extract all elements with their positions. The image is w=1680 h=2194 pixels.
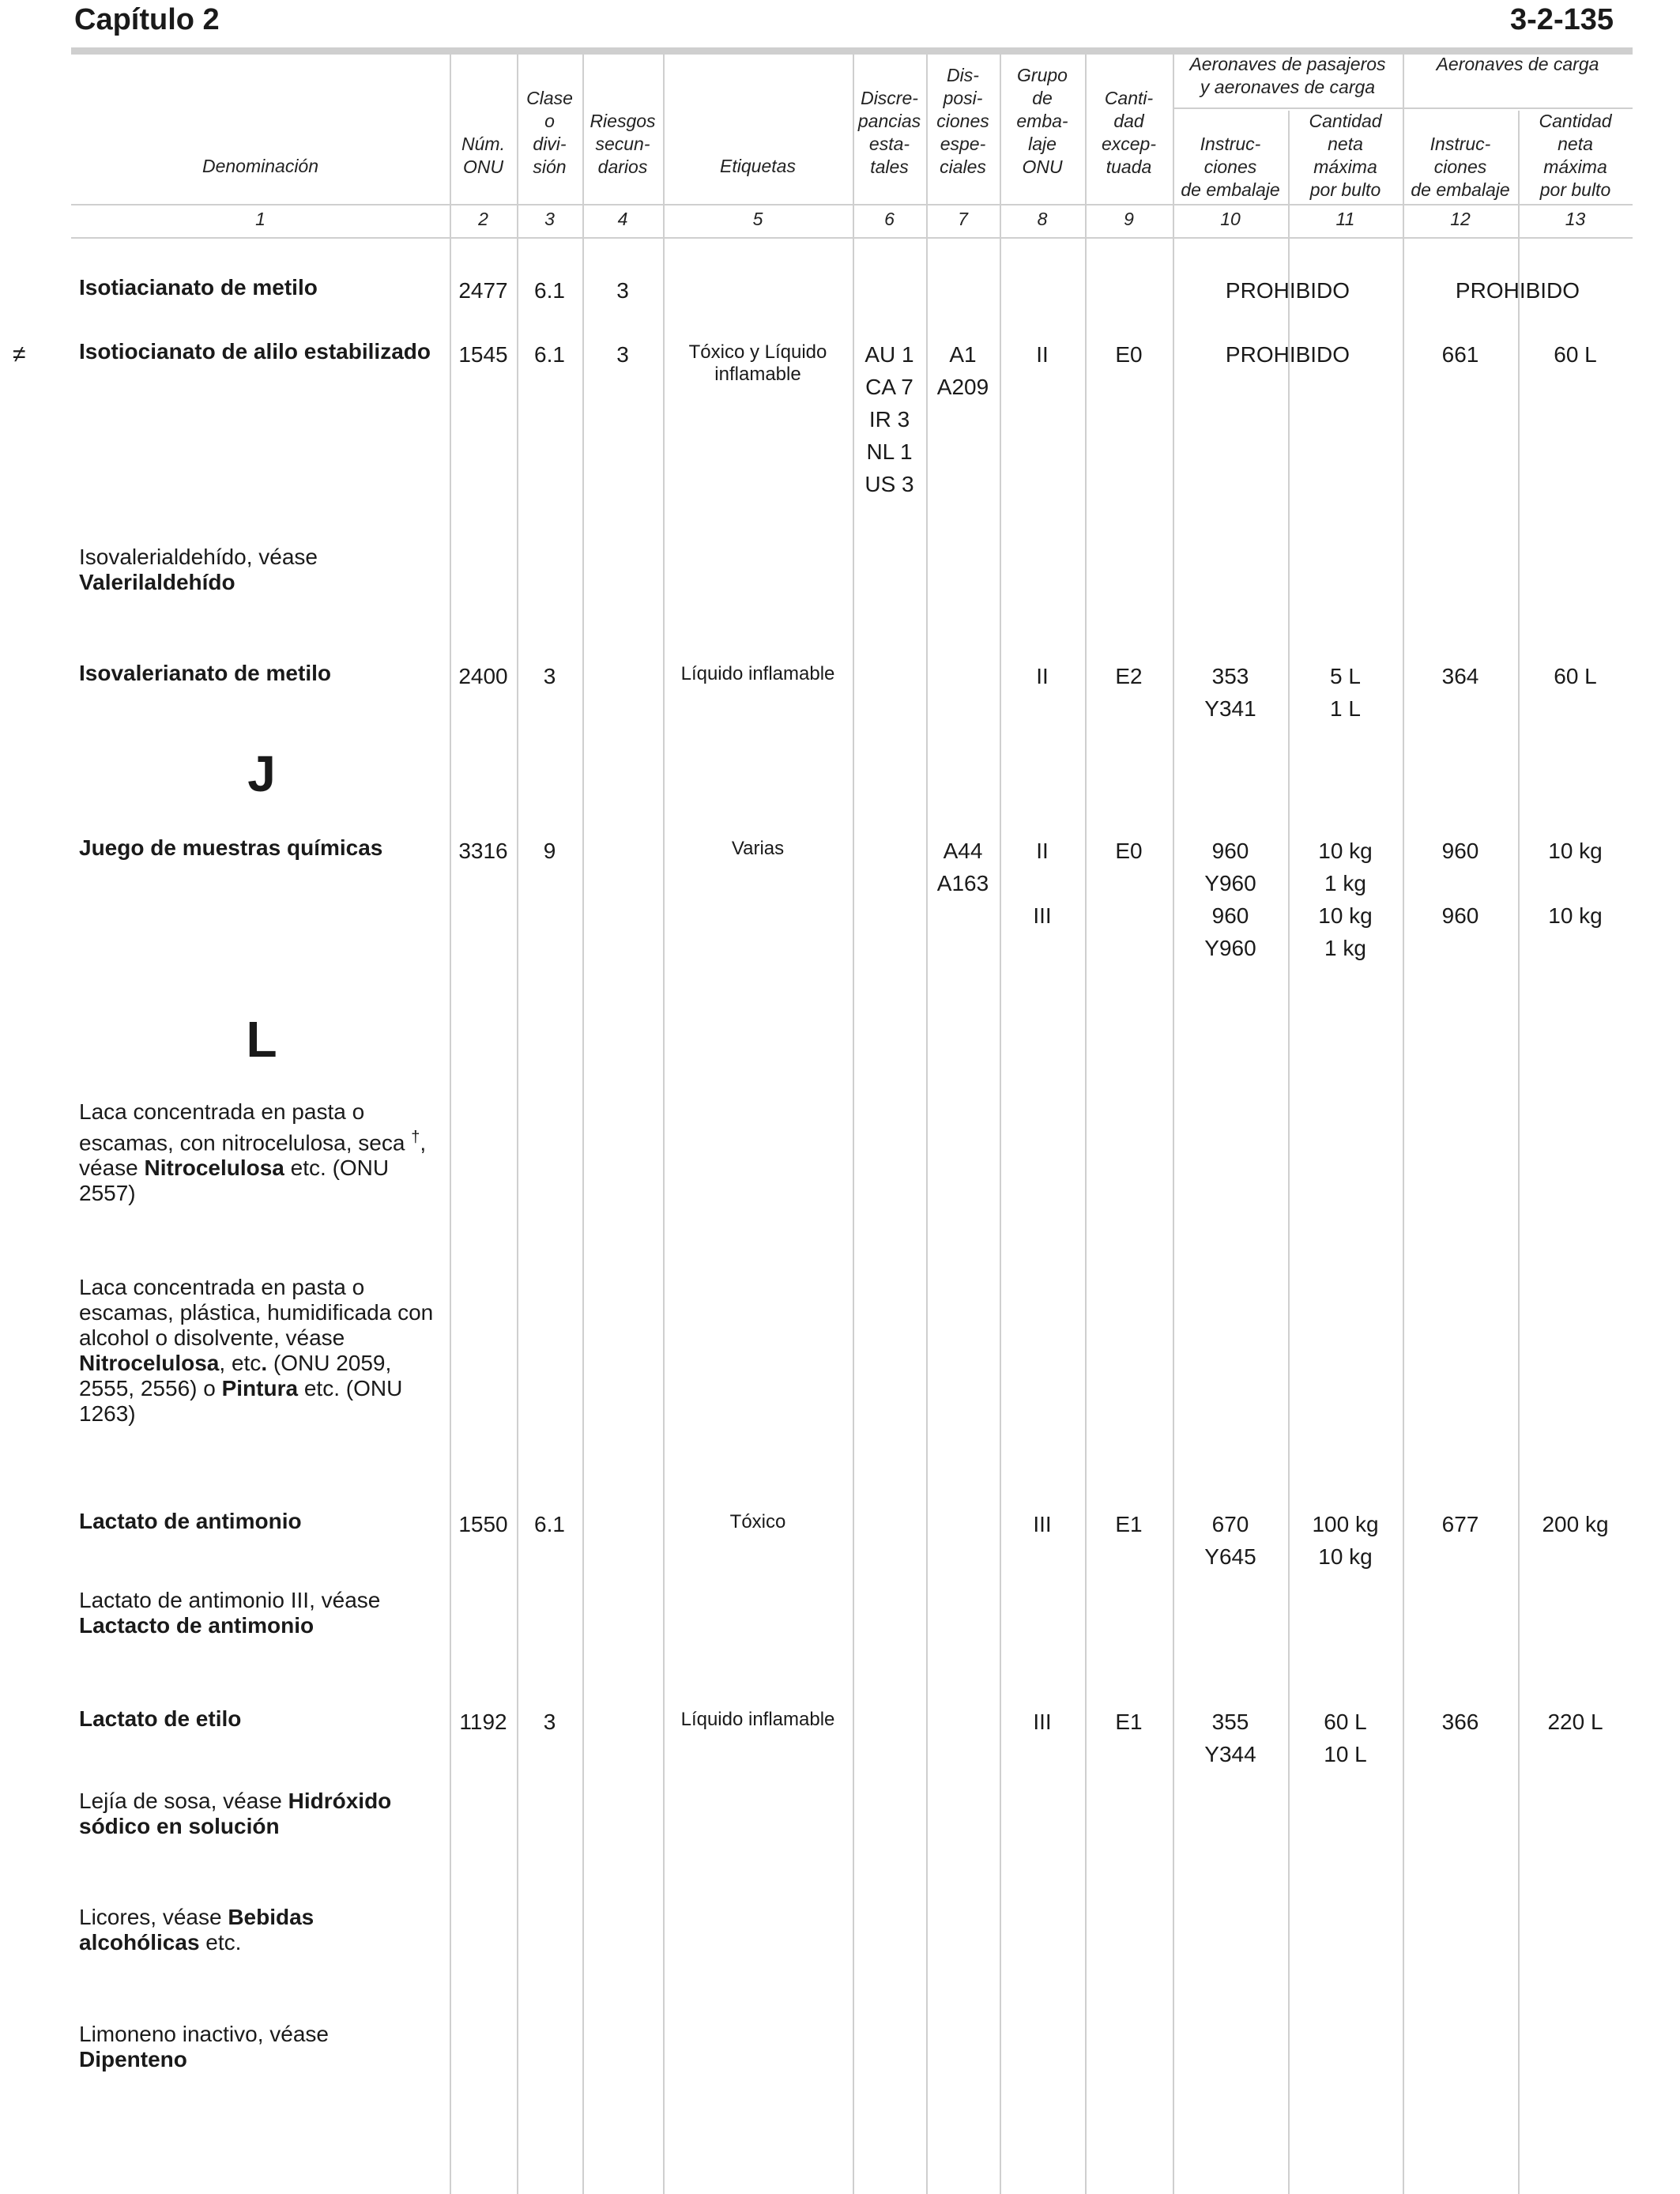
col-divider [1288,111,1290,2194]
cell-cantidad: E1 [1115,1710,1143,1734]
col-header-cantidad-pax: Cantidad neta máxima por bulto [1309,111,1382,200]
cell-cantidad: E1 [1115,1512,1143,1536]
col-number: 5 [752,209,763,229]
cell-pax-instrucciones: 670 Y645 [1204,1512,1256,1569]
col-divider [517,51,518,2194]
entry-name: Licores, véase Bebidas alcohólicas etc. [79,1905,315,1955]
cell-clase: 9 [543,839,556,863]
col-header-num-onu: Núm. ONU [461,134,505,177]
group-divider [1173,107,1633,109]
cell-etiquetas: Tóxico [729,1511,786,1532]
col-header-disposiciones: Dis- posi- ciones espe- ciales [936,65,989,177]
entry-name: Juego de muestras químicas [79,835,383,860]
cell-grupo: II III [1033,839,1052,928]
cell-cargo-cantidad: 10 kg 10 kg [1548,839,1603,928]
col-number: 11 [1335,209,1355,229]
col-number: 9 [1124,209,1134,229]
entry-name: Laca concentrada en pasta o escamas, con nitrocelulosa, seca †, véase Nitrocelulosa etc. (ONU 2557) [79,1099,427,1206]
col-divider [1085,51,1087,2194]
cell-clase: 3 [543,1710,556,1734]
cell-grupo: II [1036,342,1049,367]
cell-cargo-prohibido: PROHIBIDO [1455,278,1580,303]
entry-name: Limoneno inactivo, véase Dipenteno [79,2022,329,2071]
cell-pax-instrucciones: 355 Y344 [1204,1710,1256,1766]
entry-name: Lactato de antimonio [79,1509,302,1533]
col-divider [663,51,665,2194]
cell-grupo: II [1036,664,1049,688]
cell-cantidad: E2 [1115,664,1143,688]
header-bottom-rule [71,204,1633,205]
cell-pax-instrucciones: 960 Y960 960 Y960 [1204,839,1256,960]
cell-cargo-instrucciones: 661 [1441,342,1479,367]
page-number: 3-2-135 [1510,3,1614,36]
cell-cargo-instrucciones: 960 960 [1441,839,1479,928]
col-number: 2 [478,209,488,229]
cell-riesgos: 3 [616,278,629,303]
cell-clase: 3 [543,664,556,688]
cell-clase: 6.1 [534,278,565,303]
cell-etiquetas: Varias [731,838,785,859]
entry-name: Laca concentrada en pasta o escamas, plástica, humidificada con alcohol o disolvente, véase Nitrocelulosa, etc. (ONU 2059, 2555, 2556) o Pintura etc. (ONU 1263) [79,1275,434,1426]
cell-disposiciones: A1 A209 [936,342,989,399]
col-header-cantidad-exceptuada: Canti- dad excep- tuada [1101,88,1157,177]
cell-pax-cantidad: 100 kg 10 kg [1312,1512,1379,1569]
col-header-group-carga: Aeronaves de carga [1436,54,1599,74]
cell-pax-instrucciones: 353 Y341 [1204,664,1256,721]
cell-cargo-instrucciones: 366 [1441,1710,1479,1734]
cell-clase: 6.1 [534,342,565,367]
cell-etiquetas: Tóxico y Líquido inflamable [688,341,827,385]
cell-onu: 3316 [458,839,508,863]
colnum-bottom-rule [71,237,1633,239]
entry-name: Isovalerialdehído, véase Valerilaldehído [79,545,318,594]
col-divider [1000,51,1001,2194]
col-header-group-pasajeros: Aeronaves de pasajeros y aeronaves de carga [1189,54,1386,97]
col-header-clase: Clase o divi- sión [526,88,573,177]
col-divider [582,51,584,2194]
section-letter: J [247,745,276,802]
cell-pax-prohibido: PROHIBIDO [1225,342,1350,367]
col-number: 4 [617,209,628,229]
cell-riesgos: 3 [616,342,629,367]
col-number: 3 [544,209,555,229]
cell-pax-cantidad: 5 L 1 L [1330,664,1361,721]
cell-onu: 1192 [459,1710,507,1734]
cell-onu: 2477 [458,278,508,303]
col-header-denominacion: Denominación [202,156,319,176]
col-header-riesgos: Riesgos secun- darios [590,111,656,177]
col-header-instrucciones-carga: Instruc- ciones de embalaje [1411,134,1510,200]
cell-onu: 2400 [458,664,508,688]
col-number: 13 [1565,209,1586,229]
col-divider [1403,51,1404,2194]
section-letter: L [246,1011,277,1068]
cell-discrepancias: AU 1 CA 7 IR 3 NL 1 US 3 [864,342,914,496]
cell-etiquetas: Líquido inflamable [680,1709,835,1730]
col-number: 8 [1037,209,1048,229]
cell-cargo-cantidad: 220 L [1547,1710,1603,1734]
cell-cargo-instrucciones: 364 [1441,664,1479,688]
cell-etiquetas: Líquido inflamable [680,663,835,684]
cell-cantidad: E0 [1115,839,1143,863]
cell-grupo: III [1033,1710,1052,1734]
cell-pax-prohibido: PROHIBIDO [1225,278,1350,303]
chapter-title: Capítulo 2 [74,3,220,36]
cell-pax-cantidad: 10 kg 1 kg 10 kg 1 kg [1318,839,1373,960]
entry-name: Lactato de antimonio III, véase Lactacto de antimonio [79,1588,381,1638]
entry-name: Lejía de sosa, véase Hidróxido sódico en solución [79,1789,392,1838]
col-divider [1173,51,1174,2194]
cell-onu: 1545 [458,342,508,367]
entry-name: Isovalerianato de metilo [79,661,331,685]
col-number: 7 [958,209,968,229]
cell-cargo-cantidad: 60 L [1554,342,1597,367]
cell-cargo-instrucciones: 677 [1441,1512,1479,1536]
cell-cargo-cantidad: 60 L [1554,664,1597,688]
entry-name: Isotiacianato de metilo [79,275,318,300]
cell-clase: 6.1 [534,1512,565,1536]
col-number: 1 [255,209,266,229]
col-header-grupo: Grupo de emba- laje ONU [1016,65,1068,177]
col-number: 12 [1450,209,1471,229]
col-number: 6 [884,209,895,229]
entry-name: Isotiocianato de alilo estabilizado [79,339,431,364]
cell-pax-cantidad: 60 L 10 L [1324,1710,1367,1766]
col-number: 10 [1220,209,1241,229]
cell-onu: 1550 [458,1512,508,1536]
cell-grupo: III [1033,1512,1052,1536]
cell-disposiciones: A44 A163 [936,839,989,895]
cell-cantidad: E0 [1115,342,1143,367]
col-divider [1518,111,1520,2194]
col-header-instrucciones-pax: Instruc- ciones de embalaje [1181,134,1280,200]
cell-cargo-cantidad: 200 kg [1542,1512,1609,1536]
col-header-cantidad-carga: Cantidad neta máxima por bulto [1539,111,1612,200]
entry-name: Lactato de etilo [79,1706,242,1731]
col-header-discrepancias: Discre- pancias esta- tales [857,88,921,177]
col-header-etiquetas: Etiquetas [720,156,796,176]
change-mark: ≠ [13,341,26,368]
